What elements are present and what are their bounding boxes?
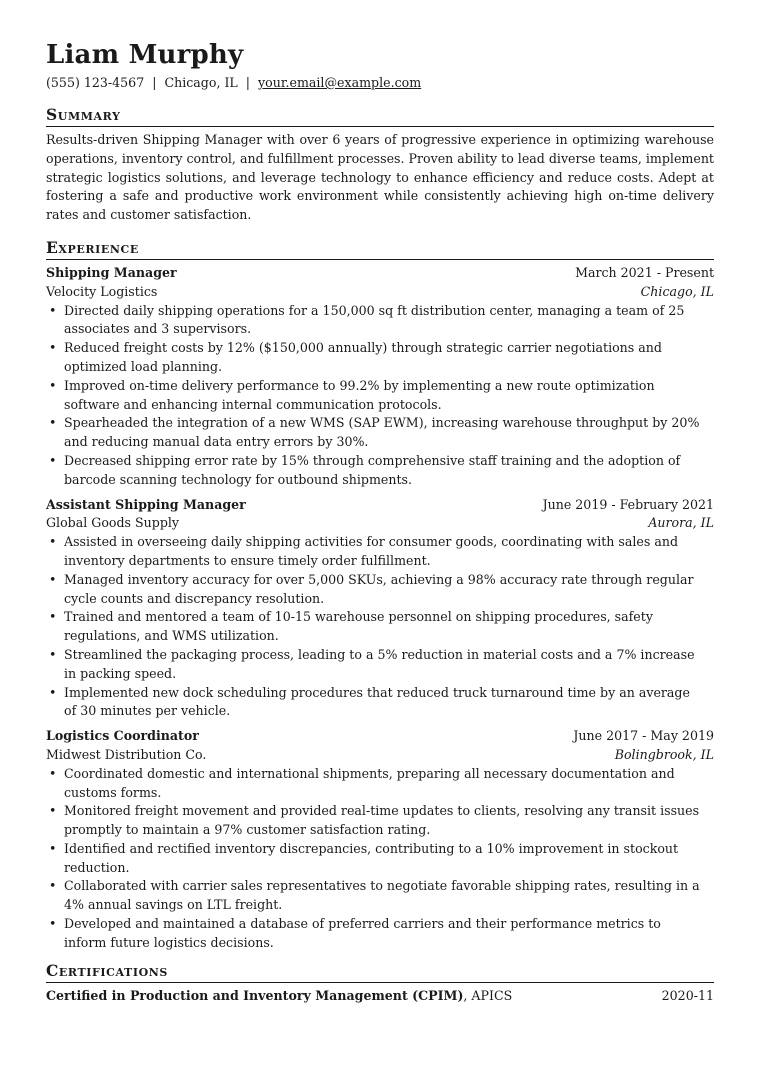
job-location: Aurora, IL	[648, 515, 714, 531]
achievement-bullet: • Assisted in overseeing daily shipping activities for consumer goods, coordinating with sales and inventory departments to ensure timely order fulfillment.	[46, 533, 714, 571]
job-entry	[46, 496, 714, 722]
achievement-list	[46, 533, 714, 721]
summary-paragraph: Results-driven Shipping Manager with over 6 years of progressive experience in optimizing warehouse operations, inventory control, and fulfillment processes. Proven ability to lead diverse teams, implement strategic logistics solutions, and leverage technology to enhance efficiency and reduce costs. Adept at fostering a safe and productive work environment while consistently achieving high on-time delivery rates and customer satisfaction.	[46, 132, 714, 223]
achievement-bullet: • Decreased shipping error rate by 15% through comprehensive staff training and the adoption of barcode scanning technology for outbound shipments.	[46, 452, 714, 490]
resume-header	[46, 38, 714, 92]
job-location: Bolingbrook, IL	[614, 746, 714, 762]
phone-number: (555) 123-4567	[46, 75, 145, 90]
job-dates: March 2021 - Present	[575, 264, 714, 280]
certification-text	[46, 987, 512, 1006]
job-dates: June 2019 - February 2021	[542, 496, 714, 512]
achievement-bullet: • Streamlined the packaging process, leading to a 5% reduction in material costs and a 7% increase in packing speed.	[46, 646, 714, 684]
section-heading-experience: Experience	[46, 238, 714, 260]
achievement-bullet: • Spearheaded the integration of a new WMS (SAP EWM), increasing warehouse throughput by 20% and reducing manual data entry errors by 30%.	[46, 414, 714, 452]
contact-separator: |	[245, 75, 251, 90]
company-name: Global Goods Supply	[46, 515, 180, 531]
achievement-bullet: • Improved on-time delivery performance to 99.2% by implementing a new route optimization software and enhancing internal communication protocols.	[46, 377, 714, 415]
certification-name: Certified in Production and Inventory Management (CPIM)	[46, 987, 464, 1003]
certification-entry	[46, 987, 714, 1006]
achievement-bullet: • Trained and mentored a team of 10-15 warehouse personnel on shipping procedures, safety regulations, and WMS utilization.	[46, 608, 714, 646]
achievement-bullet: • Coordinated domestic and international shipments, preparing all necessary documentation and customs forms.	[46, 765, 714, 803]
achievement-list	[46, 765, 714, 953]
job-location: Chicago, IL	[640, 283, 714, 299]
job-title: Logistics Coordinator	[46, 728, 199, 744]
achievement-list	[46, 302, 714, 490]
job-entry	[46, 264, 714, 490]
certification-issuer: , APICS	[463, 987, 513, 1003]
achievement-bullet: • Implemented new dock scheduling procedures that reduced truck turnaround time by an average of 30 minutes per vehicle.	[46, 684, 714, 722]
achievement-bullet: • Managed inventory accuracy for over 5,000 SKUs, achieving a 98% accuracy rate through regular cycle counts and discrepancy resolution.	[46, 571, 714, 609]
achievement-bullet: • Collaborated with carrier sales representatives to negotiate favorable shipping rates, resulting in a 4% annual savings on LTL freight.	[46, 877, 714, 915]
candidate-name: Liam Murphy	[46, 40, 244, 70]
contact-line	[46, 74, 714, 92]
job-title: Shipping Manager	[46, 264, 177, 280]
achievement-bullet: • Directed daily shipping operations for a 150,000 sq ft distribution center, managing a team of 25 associates and 3 supervisors.	[46, 302, 714, 340]
summary-section	[46, 105, 714, 225]
achievement-bullet: • Monitored freight movement and provided real-time updates to clients, resolving any transit issues promptly to maintain a 97% customer satisfaction rating.	[46, 802, 714, 840]
achievement-bullet: • Developed and maintained a database of preferred carriers and their performance metrics to inform future logistics decisions.	[46, 915, 714, 953]
location: Chicago, IL	[164, 75, 238, 90]
email-link[interactable]: your.email@example.com	[258, 75, 422, 90]
certifications-section	[46, 961, 714, 1006]
achievement-bullet: • Identified and rectified inventory discrepancies, contributing to a 10% improvement in stockout reduction.	[46, 840, 714, 878]
achievement-bullet: • Reduced freight costs by 12% ($150,000 annually) through strategic carrier negotiations and optimized load planning.	[46, 339, 714, 377]
certification-date: 2020-11	[661, 987, 714, 1003]
section-heading-summary: Summary	[46, 105, 714, 127]
contact-separator: |	[152, 75, 157, 90]
company-name: Velocity Logistics	[46, 283, 158, 299]
job-dates: June 2017 - May 2019	[573, 728, 714, 744]
experience-section	[46, 238, 714, 953]
job-title: Assistant Shipping Manager	[46, 496, 246, 512]
job-entry	[46, 727, 714, 953]
company-name: Midwest Distribution Co.	[46, 746, 207, 762]
section-heading-certifications: Certifications	[46, 961, 714, 983]
